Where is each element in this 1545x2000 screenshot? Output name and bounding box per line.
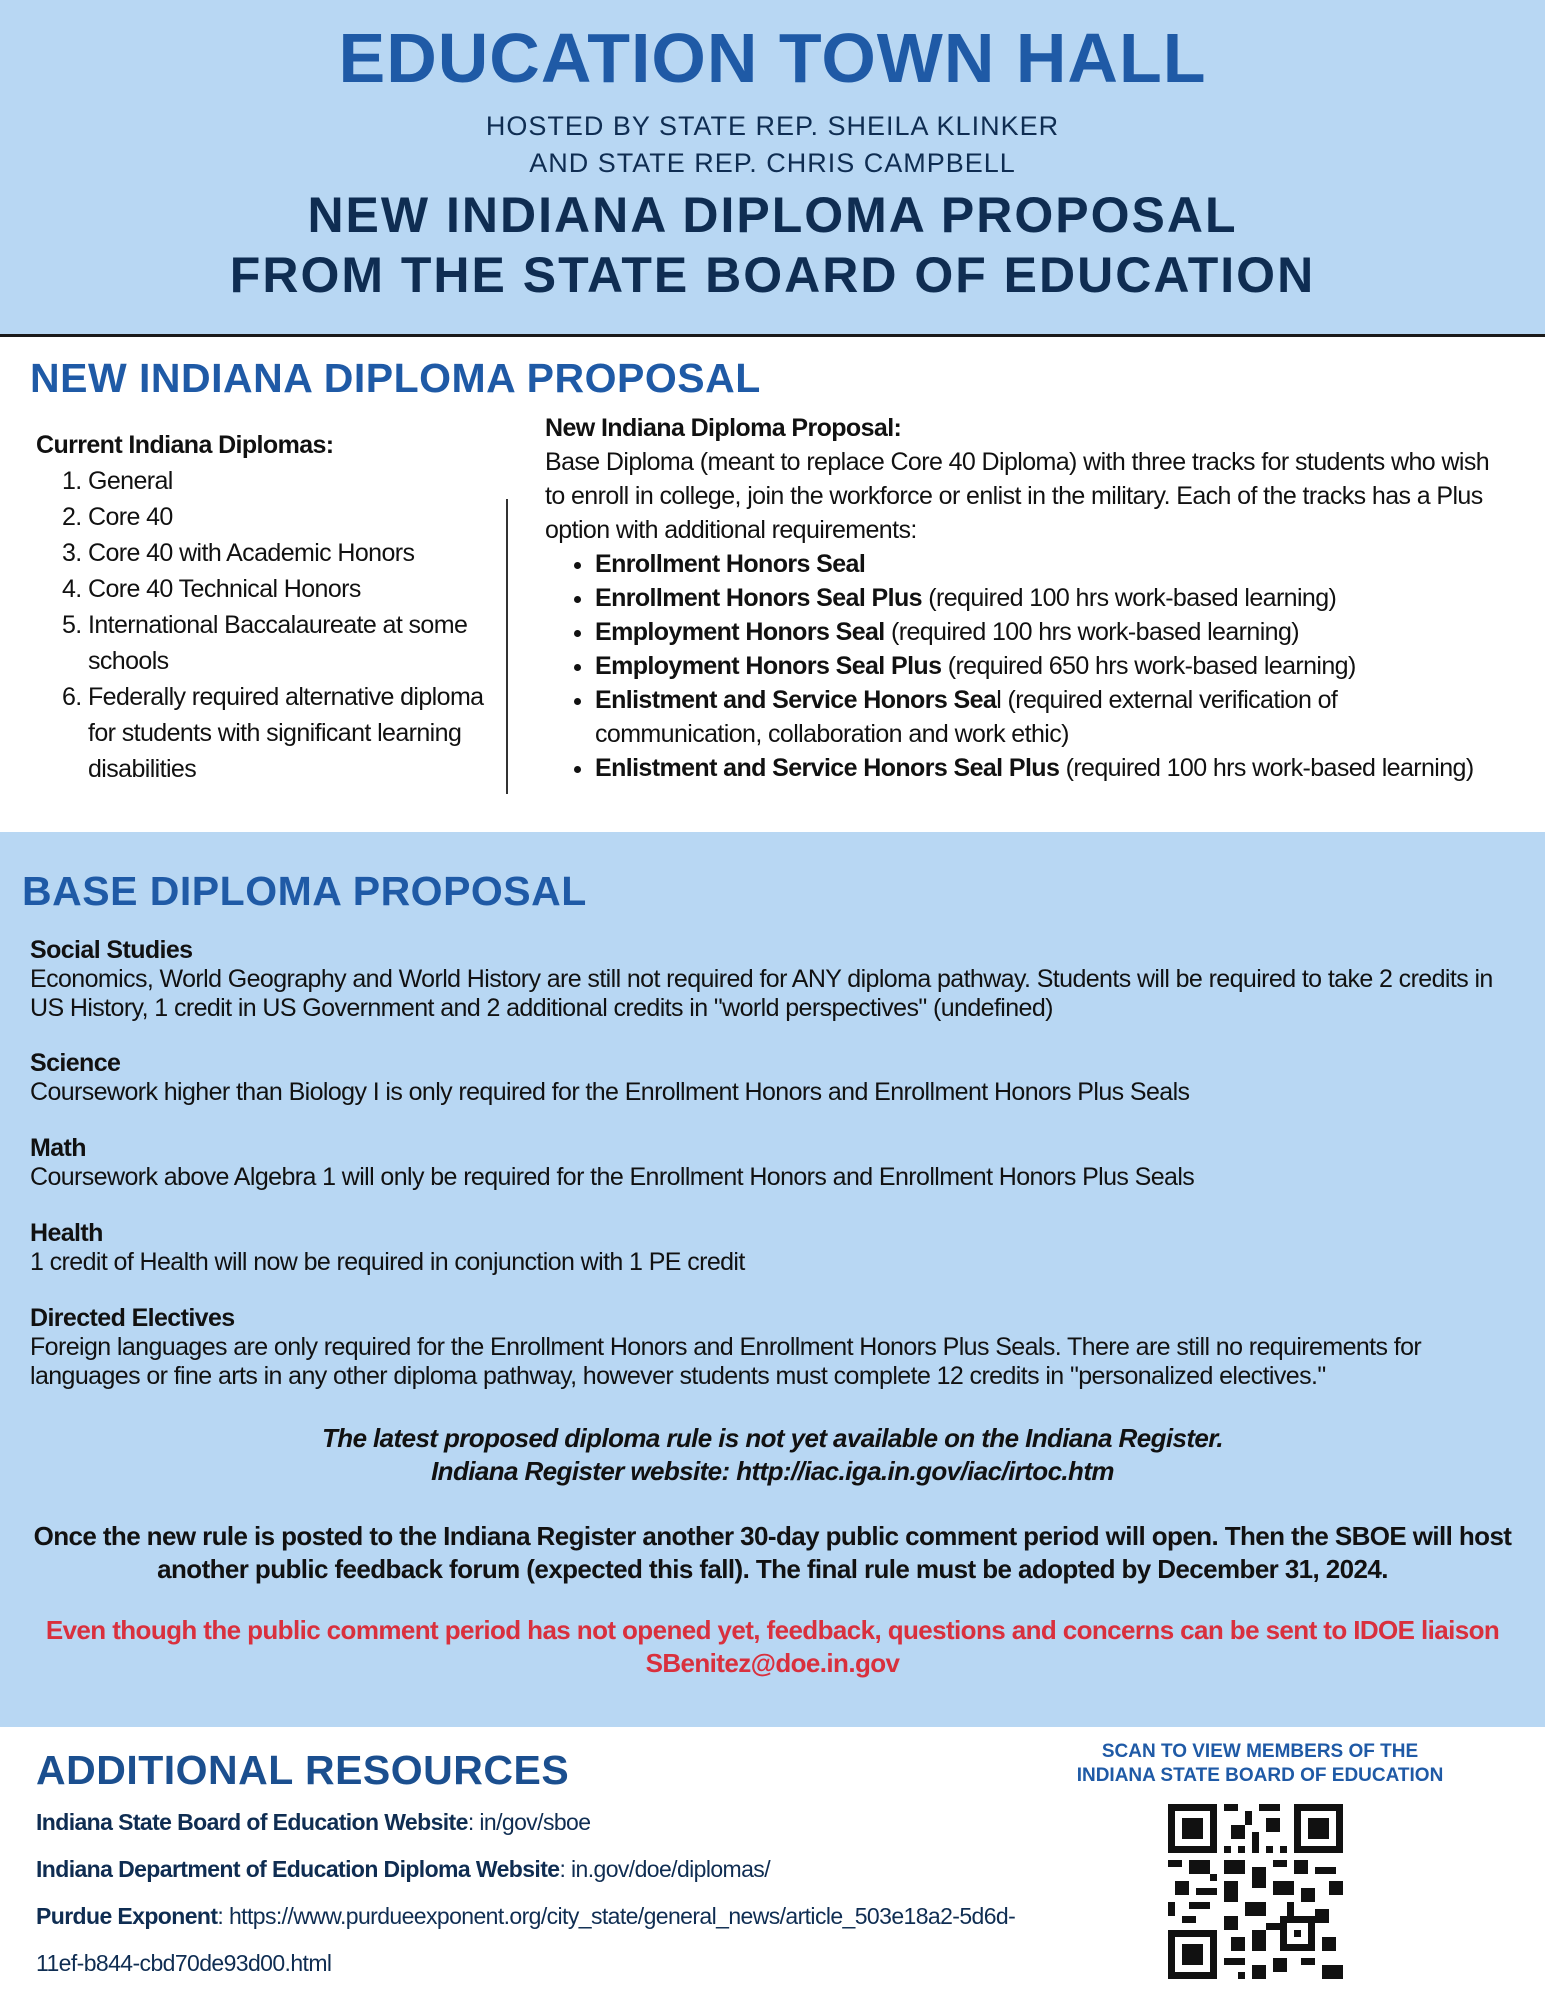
subtitle-line-1: NEW INDIANA DIPLOMA PROPOSAL	[307, 187, 1238, 243]
resource-label: Indiana Department of Education Diploma Website	[36, 1856, 560, 1882]
seal-name: Employment Honors Seal Plus	[595, 652, 942, 680]
resources-section	[0, 1727, 1545, 2000]
feedback-note: Even though the public comment period has not opened yet, feedback, questions and concerns can be sent to IDOE liaison SBenitez@doe.in.gov	[45, 1615, 1500, 1678]
list-item	[595, 547, 1505, 581]
resource-purdue-url-continued[interactable]: 11ef-b844-cbd70de93d00.html	[36, 1950, 332, 1976]
subject-directed-electives	[30, 1304, 1520, 1391]
subject-label: Science	[30, 1049, 121, 1077]
subject-text: Coursework higher than Biology I is only required for the Enrollment Honors and Enrollment Honors Plus Seals	[30, 1078, 1190, 1106]
resource-sboe	[36, 1809, 590, 1836]
subject-social-studies	[30, 936, 1520, 1023]
resource-label: Indiana State Board of Education Website	[36, 1809, 468, 1835]
list-item	[595, 581, 1505, 615]
resource-link[interactable]: : in/gov/sboe	[467, 1809, 591, 1835]
subject-text: Foreign languages are only required for the Enrollment Honors and Enrollment Honors Plus Seals. There are still no requirements for languages or fine arts in any other diploma pathway, however students must complete 12 credits in "personalized electives."	[30, 1333, 1422, 1390]
list-item: 6. Federally required alternative diploma for students with significant learning disabilities	[88, 679, 496, 787]
subject-math	[30, 1134, 1520, 1192]
subject-label: Math	[30, 1134, 86, 1162]
seal-detail: (required 650 hrs work-based learning)	[941, 652, 1356, 680]
list-item	[595, 751, 1505, 785]
seal-name: Enrollment Honors Seal	[595, 550, 866, 578]
page-subtitle	[0, 185, 1545, 305]
seals-list	[545, 547, 1505, 785]
comment-period-note: Once the new rule is posted to the Indiana Register another 30-day public comment period will open. Then the SBOE will host another public feedback forum (expected this fall). The final rule must be adopted by December 31, 2024.	[33, 1521, 1512, 1584]
qr-code-icon[interactable]	[1168, 1804, 1343, 1979]
subject-label: Directed Electives	[30, 1304, 235, 1332]
subject-label: Social Studies	[30, 936, 193, 964]
seal-detail: l (required external verification of communication, collaboration and work ethic)	[595, 686, 1338, 748]
list-item: 3. Core 40 with Academic Honors	[88, 535, 496, 571]
subject-health	[30, 1219, 1520, 1277]
column-divider	[506, 499, 508, 794]
subject-label: Health	[30, 1219, 103, 1247]
current-diplomas-list	[36, 463, 496, 787]
section-heading: ADDITIONAL RESOURCES	[36, 1747, 570, 1793]
subject-text: Coursework above Algebra 1 will only be required for the Enrollment Honors and Enrollment Honors Plus Seals	[30, 1163, 1195, 1191]
current-diplomas	[36, 427, 496, 787]
resource-label: Purdue Exponent	[36, 1903, 218, 1929]
seal-detail: (required 100 hrs work-based learning)	[1059, 754, 1474, 782]
list-item: 5. International Baccalaureate at some schools	[88, 607, 496, 679]
seal-detail: (required 100 hrs work-based learning)	[884, 618, 1299, 646]
subject-science	[30, 1049, 1520, 1107]
host-line-1: HOSTED BY STATE REP. SHEILA KLINKER	[485, 111, 1060, 141]
base-diploma-section	[0, 832, 1545, 1727]
resource-link[interactable]: : https://www.purdueexponent.org/city_state/general_news/article_503e18a2-5d6d-	[217, 1903, 1016, 1929]
subject-text: 1 credit of Health will now be required in conjunction with 1 PE credit	[30, 1248, 745, 1276]
resource-link[interactable]: : in.gov/doe/diplomas/	[559, 1856, 770, 1882]
host-info	[0, 108, 1545, 182]
subtitle-line-2: FROM THE STATE BOARD OF EDUCATION	[229, 247, 1316, 303]
list-item	[595, 683, 1505, 751]
section-heading: NEW INDIANA DIPLOMA PROPOSAL	[30, 355, 761, 401]
resource-purdue	[36, 1903, 1015, 1930]
register-note-line-1: The latest proposed diploma rule is not yet available on the Indiana Register.	[322, 1423, 1223, 1453]
seal-detail: (required 100 hrs work-based learning)	[921, 584, 1337, 612]
list-item	[595, 649, 1505, 683]
host-line-2: AND STATE REP. CHRIS CAMPBELL	[529, 148, 1016, 178]
scan-line-1: SCAN TO VIEW MEMBERS OF THE	[1101, 1741, 1419, 1762]
seal-name: Enlistment and Service Honors Sea	[595, 686, 997, 714]
list-item: 2. Core 40	[88, 499, 496, 535]
seal-name: Enrollment Honors Seal Plus	[595, 584, 922, 612]
list-item: 4. Core 40 Technical Honors	[88, 571, 496, 607]
new-proposal-label: New Indiana Diploma Proposal:	[545, 414, 902, 442]
list-item	[595, 615, 1505, 649]
diploma-proposal-section	[0, 337, 1545, 832]
new-proposal-description: Base Diploma (meant to replace Core 40 Diploma) with three tracks for students who wish to enroll in college, join the workforce or enlist in the military. Each of the tracks has a Plus option with additional requirements:	[545, 448, 1490, 544]
seal-name: Employment Honors Seal	[595, 618, 885, 646]
current-diplomas-label: Current Indiana Diplomas:	[36, 431, 334, 459]
register-note-line-2: Indiana Register website: http://iac.iga.in.gov/iac/irtoc.htm	[431, 1456, 1114, 1486]
section-heading: BASE DIPLOMA PROPOSAL	[22, 868, 587, 914]
new-diploma-proposal	[545, 411, 1505, 785]
seal-name: Enlistment and Service Honors Seal Plus	[595, 754, 1060, 782]
list-item: 1. General	[88, 463, 496, 499]
register-note	[20, 1422, 1525, 1488]
resource-idoe	[36, 1856, 770, 1883]
scan-line-2: INDIANA STATE BOARD OF EDUCATION	[1076, 1765, 1444, 1786]
header-banner	[0, 0, 1545, 337]
scan-caption	[1010, 1740, 1510, 1788]
subject-text: Economics, World Geography and World History are still not required for ANY diploma pathway. Students will be required to take 2 credits in US History, 1 credit in US Government and 2 additional credits in "world perspectives" (undefined)	[30, 965, 1493, 1022]
page-title: EDUCATION TOWN HALL	[338, 19, 1207, 97]
